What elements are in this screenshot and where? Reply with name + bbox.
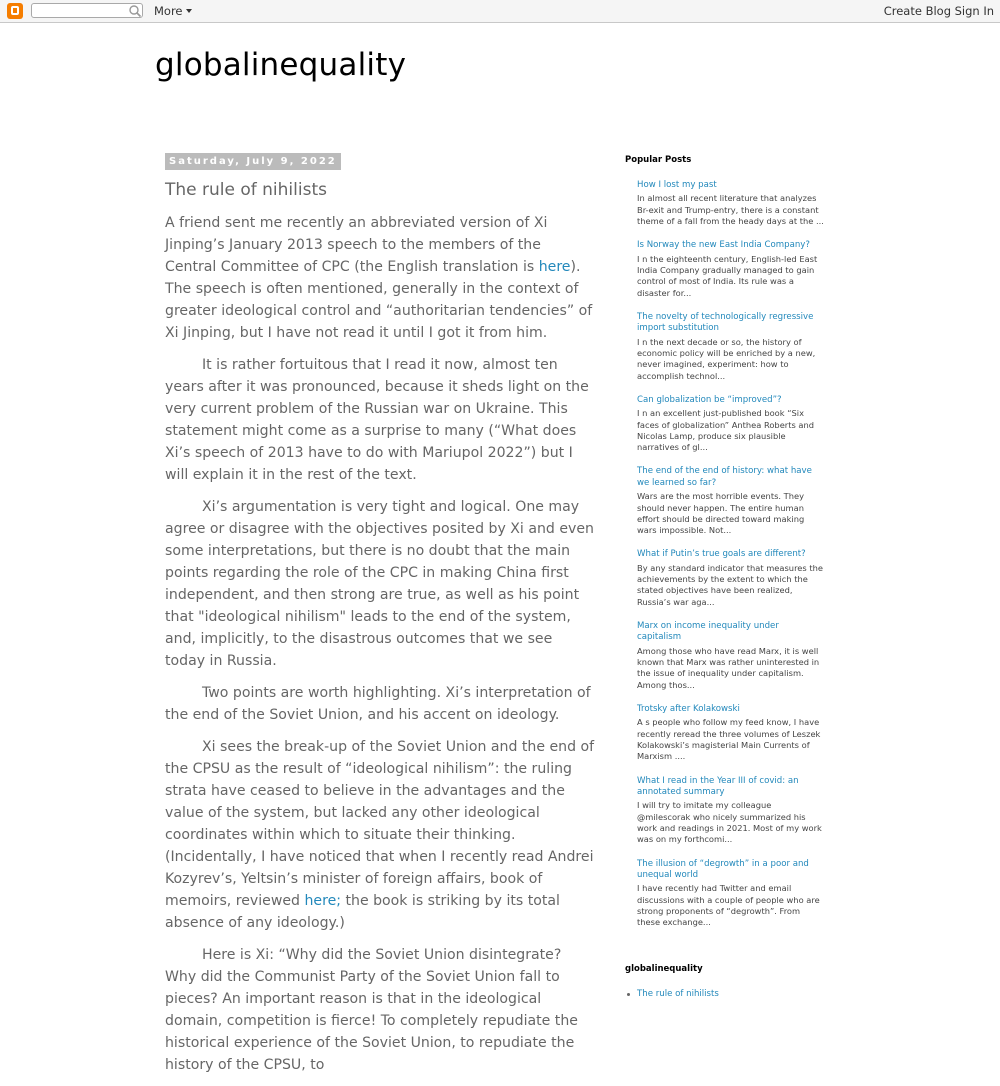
popular-post-link[interactable]: What I read in the Year III of covid: an annotated summary (637, 775, 799, 798)
popular-post-item (637, 180, 825, 227)
more-menu-button[interactable] (154, 4, 192, 18)
blog-archive-list (637, 989, 825, 1000)
popular-post-snippet: I n the eighteenth century, English-led East India Company gradually managed to gain control of most of India. Its rule was a disaster for... (637, 253, 818, 298)
search-icon[interactable] (128, 4, 142, 18)
popular-post-item (637, 240, 825, 299)
popular-post-link[interactable]: Marx on income inequality under capitalism (637, 621, 779, 643)
paragraph-text: ). The speech is often mentioned, generally in the context of greater ideological control and “authoritarian tendencies” of Xi Jinping, but I have not read it until I got it from him. (165, 259, 593, 341)
blog-archive-title: globalinequality (625, 963, 703, 974)
paragraph-text: Xi sees the break-up of the Soviet Union and the end of the CPSU as the result of “ideological nihilism”: the ruling strata have ceased to believe in the advantages and the value of the system, but lacked any other ideological coordinates within which to situate their thinking. (Incidentally, I have noticed that when I recently read Andrei Kozyrev’s, Yeltsin’s minister of foreign affairs, book of memoirs, reviewed (165, 739, 595, 909)
popular-post-item (637, 621, 825, 691)
popular-post-link[interactable]: Is Norway the new East India Company? (637, 240, 810, 251)
paragraph-text: the book is striking by its total absence of any ideology.) (165, 893, 560, 931)
popular-post-item (637, 704, 825, 763)
post-paragraph: Two points are worth highlighting. Xi’s interpretation of the end of the Soviet Union, and his accent on ideology. (165, 685, 591, 723)
popular-post-snippet: By any standard indicator that measures the achievements by the extent to which the stated objectives have been realized, Russia’s war aga... (637, 562, 823, 607)
popular-post-snippet: Among those who have read Marx, it is well known that Marx was rather uninterested in the issue of inequality under capitalism. Among thos... (637, 645, 820, 690)
search-input[interactable] (31, 3, 143, 18)
popular-posts-title: Popular Posts (625, 155, 692, 165)
post-paragraph: Here is Xi: “Why did the Soviet Union disintegrate? Why did the Communist Party of the Soviet Union fall to pieces? An important reason is that in the ideological domain, competition is fierce! To completely repudiate the historical experience of the Soviet Union, to repudiate the history of the CPSU, to (165, 947, 578, 1073)
popular-post-item (637, 859, 825, 929)
blogger-logo-icon[interactable] (7, 3, 23, 19)
popular-post-link[interactable]: The novelty of technologically regressive import substitution (637, 311, 814, 334)
blog-title[interactable]: globalinequality (155, 47, 407, 83)
popular-post-link[interactable]: Can globalization be “improved”? (637, 394, 782, 405)
popular-post-snippet: I will try to imitate my colleague @milescorak who nicely summarized his work and readings in 2021. Most of my work was on my forthcomi... (637, 800, 822, 845)
popular-post-snippet: I n an excellent just-published book “Six faces of globalization” Anthea Roberts and Nicolas Lamp, produce six plausible narratives of gl... (637, 408, 815, 453)
caret-down-icon (186, 9, 192, 13)
popular-post-item (637, 312, 825, 382)
post-body (165, 212, 595, 1086)
popular-post-link[interactable]: What if Putin’s true goals are different? (637, 549, 806, 560)
more-label: More (154, 4, 183, 18)
popular-posts-list (637, 180, 825, 929)
post-title[interactable]: The rule of nihilists (165, 180, 327, 200)
popular-post-link[interactable]: The end of the end of history: what have we learned so far? (637, 466, 812, 488)
post-paragraph: Xi’s argumentation is very tight and logical. One may agree or disagree with the objectives posited by Xi and even some interpretations, but there is no doubt that the main points regarding the role of the CPC in making China first independent, and then strong are true, as well as his point that "ideological nihilism" leads to the end of the system, and, implicitly, to the disastrous outcomes that we see today in Russia. (165, 499, 594, 669)
post-paragraph (165, 736, 595, 934)
blogger-navbar (0, 0, 1000, 23)
paragraph-text: A friend sent me recently an abbreviated version of Xi Jinping’s January 2013 speech to the members of the Central Committee of CPC (the English translation is (165, 215, 548, 275)
review-link[interactable]: here; (304, 893, 341, 909)
popular-post-item (637, 395, 825, 454)
post-date: Saturday, July 9, 2022 (165, 153, 341, 170)
post-paragraph (165, 212, 595, 344)
popular-post-link[interactable]: The illusion of “degrowth” in a poor and unequal world (637, 858, 809, 881)
post-paragraph: It is rather fortuitous that I read it now, almost ten years after it was pronounced, because it sheds light on the very current problem of the Russian war on Ukraine. This statement might come as a surprise to many (“What does Xi’s speech of 2013 have to do with Mariupol 2022”) but I will explain it in the rest of the text. (165, 357, 589, 483)
sidebar (625, 154, 825, 1000)
popular-post-snippet: A s people who follow my feed know, I have recently reread the three volumes of Leszek Kolakowski’s magisterial Main Currents of Marxism .... (637, 717, 821, 762)
popular-post-link[interactable]: How I lost my past (637, 180, 717, 190)
popular-post-item (637, 466, 825, 536)
archive-post-link[interactable]: The rule of nihilists (637, 989, 825, 1000)
popular-post-item (637, 549, 825, 608)
popular-post-item (637, 776, 825, 846)
create-blog-link[interactable]: Create Blog (883, 4, 951, 18)
popular-post-snippet: In almost all recent literature that analyzes Br-exit and Trump-entry, there is a constant theme of a fall from the heady days at the ... (637, 193, 824, 226)
popular-post-link[interactable]: Trotsky after Kolakowski (637, 704, 740, 715)
translation-link[interactable]: here (538, 259, 571, 275)
popular-post-snippet: I n the next decade or so, the history of economic policy will be enriched by a new, never imagined, experiment: how to accomplish technol... (637, 336, 816, 381)
popular-post-snippet: Wars are the most horrible events. They should never happen. The entire human effort should be directed toward making wars impossible. Not... (637, 491, 805, 536)
sign-in-link[interactable]: Sign In (954, 4, 994, 18)
popular-post-snippet: I have recently had Twitter and email discussions with a couple of people who are strong proponents of “degrowth”. From these exchange... (637, 883, 820, 928)
